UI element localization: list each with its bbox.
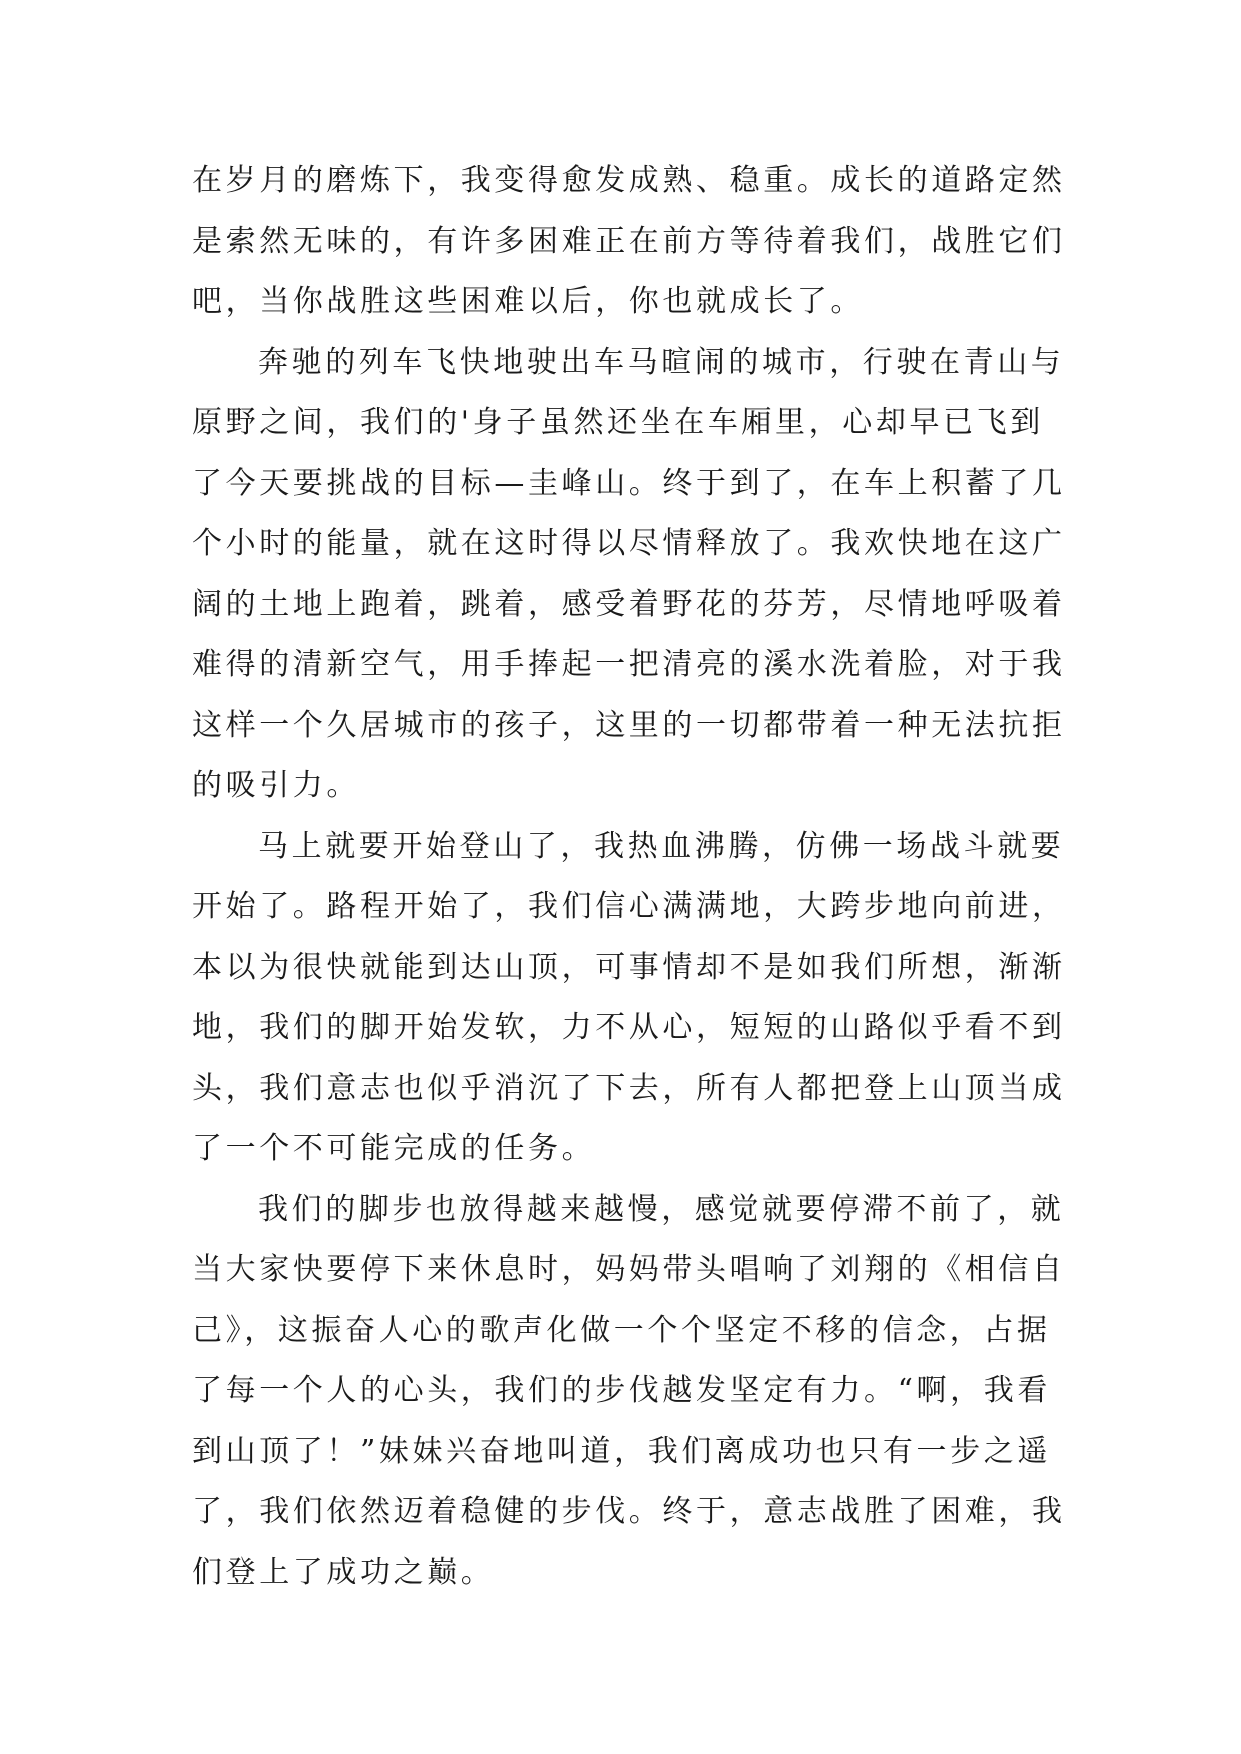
paragraph-line: 的吸引力。 <box>192 768 360 803</box>
paragraph-line: 地，我们的脚开始发软，力不从心，短短的山路似乎看不到 <box>192 1010 1066 1045</box>
paragraph-line: 吧，当你战胜这些困难以后，你也就成长了。 <box>192 284 864 319</box>
paragraph-first-line: 马上就要开始登山了，我热血沸腾，仿佛一场战斗就要 <box>258 828 1065 864</box>
paragraph-line: 当大家快要停下来休息时，妈妈带头唱响了刘翔的《相信自 <box>192 1252 1066 1287</box>
paragraph-line: 个小时的能量，就在这时得以尽情释放了。我欢快地在这广 <box>192 526 1066 561</box>
paragraph-line: 开始了。路程开始了，我们信心满满地，大跨步地向前进， <box>192 889 1066 924</box>
paragraph-line: 这样一个久居城市的孩子，这里的一切都带着一种无法抗拒 <box>192 707 1066 743</box>
paragraph-4 <box>192 1180 1066 1604</box>
paragraph-line: 了一个不可能完成的任务。 <box>192 1131 596 1166</box>
paragraph-line: 是索然无味的，有许多困难正在前方等待着我们，战胜它们 <box>192 223 1066 259</box>
paragraph-line: 到山顶了！”妹妹兴奋地叫道，我们离成功也只有一步之遥 <box>192 1433 1051 1469</box>
paragraph-line: 难得的清新空气，用手捧起一把清亮的溪水洗着脸，对于我 <box>192 647 1066 682</box>
paragraph-line: 原野之间，我们的'身子虽然还坐在车厢里，心却早已飞到 <box>192 405 1044 440</box>
paragraph-3 <box>192 817 1066 1180</box>
paragraph-line: 们登上了成功之巅。 <box>192 1554 495 1590</box>
paragraph-1 <box>192 151 1066 333</box>
paragraph-line: 了今天要挑战的目标—圭峰山。终于到了，在车上积蓄了几 <box>192 465 1066 501</box>
paragraph-2 <box>192 333 1066 817</box>
paragraph-line: 了每一个人的心头，我们的步伐越发坚定有力。“啊，我看 <box>192 1373 1051 1408</box>
paragraph-line: 本以为很快就能到达山顶，可事情却不是如我们所想，渐渐 <box>192 949 1066 985</box>
paragraph-first-line: 我们的脚步也放得越来越慢，感觉就要停滞不前了，就 <box>258 1191 1065 1227</box>
paragraph-line: 头，我们意志也似乎消沉了下去，所有人都把登上山顶当成 <box>192 1070 1066 1106</box>
document-body <box>192 151 1066 1603</box>
paragraph-line: 了，我们依然迈着稳健的步伐。终于，意志战胜了困难，我 <box>192 1494 1066 1529</box>
paragraph-line: 在岁月的磨炼下，我变得愈发成熟、稳重。成长的道路定然 <box>192 163 1066 198</box>
paragraph-line: 阔的土地上跑着，跳着，感受着野花的芬芳，尽情地呼吸着 <box>192 586 1066 622</box>
paragraph-first-line: 奔驰的列车飞快地驶出车马暄闹的城市，行驶在青山与 <box>258 344 1065 380</box>
paragraph-line: 己》，这振奋人心的歌声化做一个个坚定不移的信念，占据 <box>192 1312 1051 1348</box>
